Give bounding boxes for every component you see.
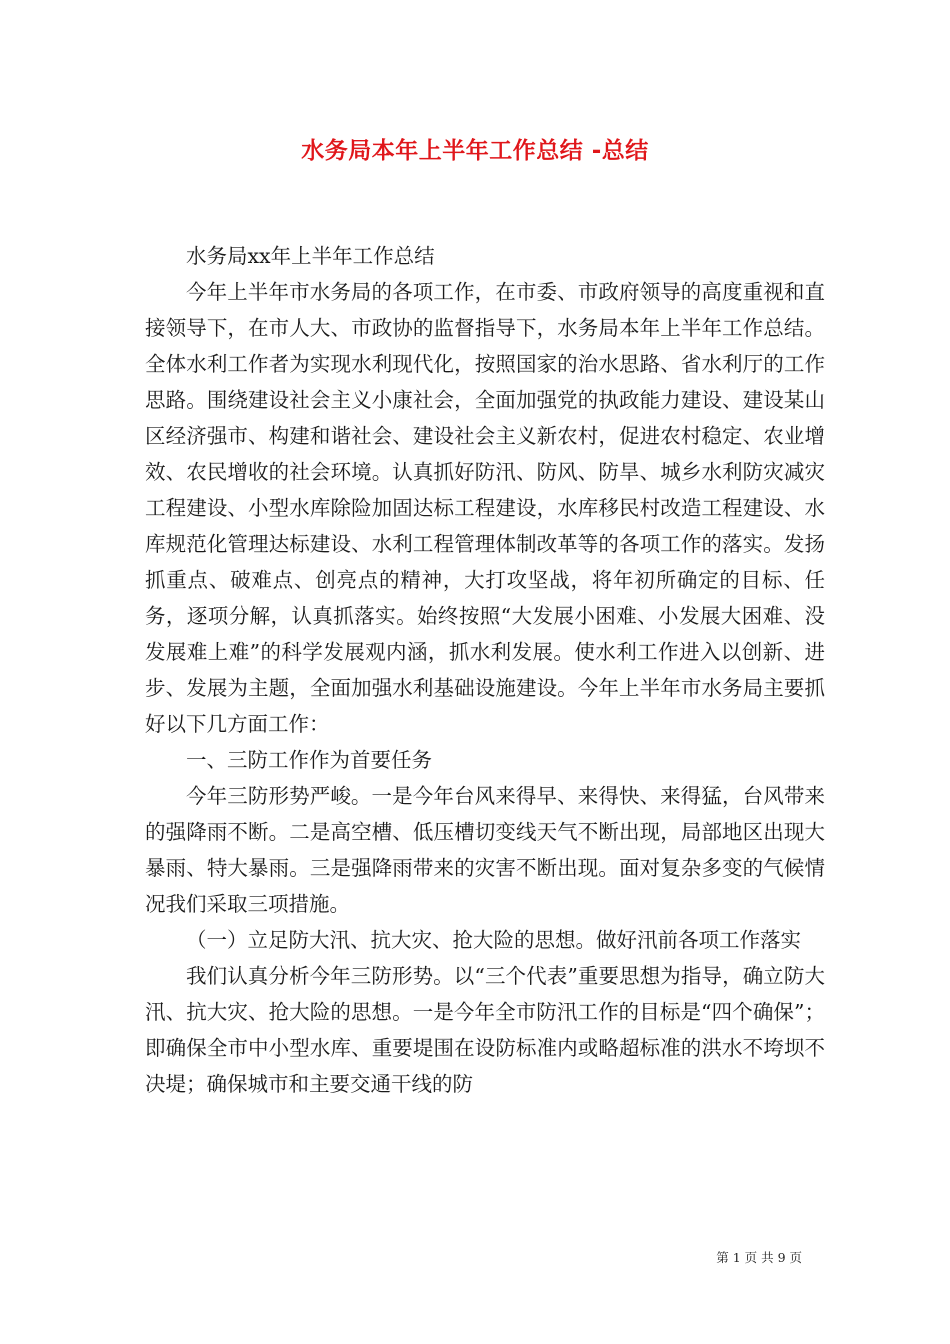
subsection-heading: （一）立足防大汛、抗大灾、抢大险的思想。做好汛前各项工作落实 <box>186 928 801 952</box>
section-heading: 一、三防工作作为首要任务 <box>186 748 432 772</box>
page-footer: 第 1 页 共 9 页 <box>716 1250 802 1265</box>
body-paragraph: 水务局xx年上半年工作总结 <box>186 244 435 268</box>
document-title: 水务局本年上半年工作总结 -总结 <box>301 138 649 164</box>
body-paragraph: 今年三防形势严峻。一是今年台风来得早、来得快、来得猛，台风带来的强降雨不断。二是高空槽、低压槽切变线天气不断出现，局部地区出现大暴雨、特大暴雨。三是强降雨带来的灾害不断出现。面对复杂多变的气候情况我们采取三项措施。 <box>145 784 825 916</box>
body-paragraph: 我们认真分析今年三防形势。以“三个代表”重要思想为指导，确立防大汛、抗大灾、抢大险的思想。一是今年全市防汛工作的目标是“四个确保”；即确保全市中小型水库、重要堤围在设防标准内或略超标准的洪水不垮坝不决堤；确保城市和主要交通干线的防 <box>145 964 825 1096</box>
body-paragraph: 今年上半年市水务局的各项工作，在市委、市政府领导的高度重视和直接领导下，在市人大、市政协的监督指导下，水务局本年上半年工作总结。全体水利工作者为实现水利现代化，按照国家的治水思路、省水利厅的工作思路。围绕建设社会主义小康社会，全面加强党的执政能力建设、建设某山区经济强市、构建和谐社会、建设社会主义新农村，促进农村稳定、农业增效、农民增收的社会环境。认真抓好防汛、防风、防旱、城乡水利防灾减灾工程建设、小型水库除险加固达标工程建设，水库移民村改造工程建设、水库规范化管理达标建设、水利工程管理体制改革等的各项工作的落实。发扬抓重点、破难点、创亮点的精神，大打攻坚战，将年初所确定的目标、任务，逐项分解，认真抓落实。始终按照“大发展小困难、小发展大困难、没发展难上难”的科学发展观内涵，抓水利发展。使水利工作进入以创新、进步、发展为主题，全面加强水利基础设施建设。今年上半年市水务局主要抓好以下几方面工作： <box>145 280 825 736</box>
document-body <box>145 238 825 1102</box>
